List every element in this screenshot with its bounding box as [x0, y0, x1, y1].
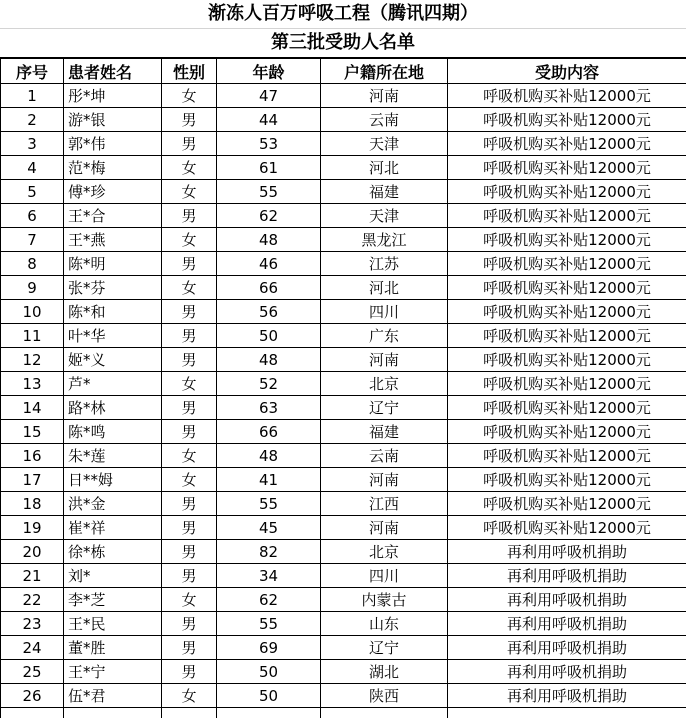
cell-residence: 广东	[321, 324, 448, 348]
table-row	[1, 372, 686, 396]
cell-index: 24	[1, 636, 64, 660]
cell-patient-name: 芦*	[64, 372, 162, 396]
cell-index: 16	[1, 444, 64, 468]
cell-aid-content: 呼吸机购买补贴12000元	[448, 468, 686, 492]
cell-patient-name: 路*林	[64, 396, 162, 420]
cell-aid-content: 呼吸机购买补贴12000元	[448, 396, 686, 420]
cell-age: 46	[217, 252, 321, 276]
cell-aid-content: 呼吸机购买补贴12000元	[448, 420, 686, 444]
cell-age: 55	[217, 492, 321, 516]
cell-patient-name: 董*胜	[64, 636, 162, 660]
cell-empty	[448, 708, 686, 718]
cell-empty	[1, 708, 64, 718]
cell-aid-content: 再利用呼吸机捐助	[448, 636, 686, 660]
table-row	[1, 252, 686, 276]
table-row	[1, 132, 686, 156]
cell-age: 62	[217, 204, 321, 228]
header-residence: 户籍所在地	[321, 59, 448, 84]
cell-residence: 福建	[321, 420, 448, 444]
cell-age: 55	[217, 612, 321, 636]
cell-aid-content: 再利用呼吸机捐助	[448, 612, 686, 636]
cell-aid-content: 再利用呼吸机捐助	[448, 540, 686, 564]
cell-age: 47	[217, 84, 321, 108]
cell-patient-name: 陈*明	[64, 252, 162, 276]
cell-index: 19	[1, 516, 64, 540]
cell-age: 50	[217, 660, 321, 684]
cell-gender: 男	[162, 252, 217, 276]
header-aid-content: 受助内容	[448, 59, 686, 84]
cell-residence: 北京	[321, 540, 448, 564]
document-title: 渐冻人百万呼吸工程（腾讯四期）	[0, 0, 686, 29]
cell-residence: 四川	[321, 564, 448, 588]
cell-gender: 男	[162, 612, 217, 636]
cell-residence: 天津	[321, 132, 448, 156]
table-row	[1, 324, 686, 348]
cell-residence: 河南	[321, 348, 448, 372]
table-row	[1, 564, 686, 588]
cell-gender: 女	[162, 444, 217, 468]
cell-patient-name: 陈*鸣	[64, 420, 162, 444]
header-age: 年龄	[217, 59, 321, 84]
table-row	[1, 348, 686, 372]
cell-gender: 女	[162, 468, 217, 492]
cell-gender: 男	[162, 540, 217, 564]
cell-empty	[162, 708, 217, 718]
table-row	[1, 300, 686, 324]
cell-residence: 内蒙古	[321, 588, 448, 612]
cell-aid-content: 呼吸机购买补贴12000元	[448, 204, 686, 228]
cell-residence: 四川	[321, 300, 448, 324]
table-row	[1, 588, 686, 612]
table-row	[1, 84, 686, 108]
cell-aid-content: 再利用呼吸机捐助	[448, 588, 686, 612]
cell-gender: 男	[162, 420, 217, 444]
cell-gender: 男	[162, 324, 217, 348]
cell-empty	[64, 708, 162, 718]
cell-index: 8	[1, 252, 64, 276]
table-row	[1, 228, 686, 252]
cell-patient-name: 王*民	[64, 612, 162, 636]
cell-gender: 男	[162, 516, 217, 540]
cell-gender: 男	[162, 204, 217, 228]
document-subtitle: 第三批受助人名单	[0, 29, 686, 58]
cell-age: 48	[217, 444, 321, 468]
cell-aid-content: 呼吸机购买补贴12000元	[448, 372, 686, 396]
table-body	[1, 84, 686, 718]
cell-residence: 河南	[321, 84, 448, 108]
recipients-table	[0, 58, 686, 718]
cell-residence: 北京	[321, 372, 448, 396]
table-row	[1, 396, 686, 420]
cell-patient-name: 崔*祥	[64, 516, 162, 540]
cell-aid-content: 呼吸机购买补贴12000元	[448, 492, 686, 516]
cell-index: 10	[1, 300, 64, 324]
cell-residence: 黑龙江	[321, 228, 448, 252]
cell-index: 5	[1, 180, 64, 204]
cell-index: 2	[1, 108, 64, 132]
cell-gender: 男	[162, 132, 217, 156]
cell-patient-name: 伍*君	[64, 684, 162, 708]
cell-patient-name: 姬*义	[64, 348, 162, 372]
cell-residence: 云南	[321, 108, 448, 132]
table-row	[1, 660, 686, 684]
table-row	[1, 612, 686, 636]
table-row	[1, 156, 686, 180]
cell-age: 56	[217, 300, 321, 324]
cell-age: 63	[217, 396, 321, 420]
cell-residence: 湖北	[321, 660, 448, 684]
cell-patient-name: 洪*金	[64, 492, 162, 516]
cell-age: 45	[217, 516, 321, 540]
cell-index: 1	[1, 84, 64, 108]
cell-patient-name: 陈*和	[64, 300, 162, 324]
cell-patient-name: 日**姆	[64, 468, 162, 492]
cell-index: 11	[1, 324, 64, 348]
cell-index: 4	[1, 156, 64, 180]
cell-residence: 辽宁	[321, 636, 448, 660]
cell-empty	[321, 708, 448, 718]
cell-age: 62	[217, 588, 321, 612]
cell-patient-name: 郭*伟	[64, 132, 162, 156]
table-row	[1, 684, 686, 708]
cell-index: 17	[1, 468, 64, 492]
cell-gender: 女	[162, 228, 217, 252]
cell-index: 12	[1, 348, 64, 372]
cell-patient-name: 刘*	[64, 564, 162, 588]
cell-age: 48	[217, 228, 321, 252]
cell-aid-content: 呼吸机购买补贴12000元	[448, 180, 686, 204]
cell-index: 15	[1, 420, 64, 444]
cell-index: 7	[1, 228, 64, 252]
cell-aid-content: 呼吸机购买补贴12000元	[448, 324, 686, 348]
cell-aid-content: 呼吸机购买补贴12000元	[448, 252, 686, 276]
cell-aid-content: 呼吸机购买补贴12000元	[448, 84, 686, 108]
cell-aid-content: 再利用呼吸机捐助	[448, 684, 686, 708]
cell-age: 69	[217, 636, 321, 660]
cell-residence: 河北	[321, 276, 448, 300]
cell-index: 3	[1, 132, 64, 156]
header-row	[1, 59, 686, 84]
cell-patient-name: 徐*栋	[64, 540, 162, 564]
cell-age: 55	[217, 180, 321, 204]
cell-gender: 女	[162, 84, 217, 108]
header-patient-name: 患者姓名	[64, 59, 162, 84]
cell-aid-content: 呼吸机购买补贴12000元	[448, 276, 686, 300]
cell-index: 25	[1, 660, 64, 684]
table-row-partial	[1, 708, 686, 718]
cell-patient-name: 朱*莲	[64, 444, 162, 468]
cell-empty	[217, 708, 321, 718]
table-row	[1, 636, 686, 660]
cell-patient-name: 傅*珍	[64, 180, 162, 204]
cell-gender: 男	[162, 492, 217, 516]
cell-residence: 河南	[321, 516, 448, 540]
cell-index: 23	[1, 612, 64, 636]
cell-residence: 陕西	[321, 684, 448, 708]
cell-age: 50	[217, 684, 321, 708]
cell-patient-name: 游*银	[64, 108, 162, 132]
cell-patient-name: 叶*华	[64, 324, 162, 348]
cell-index: 9	[1, 276, 64, 300]
cell-age: 66	[217, 276, 321, 300]
cell-age: 34	[217, 564, 321, 588]
header-index: 序号	[1, 59, 64, 84]
cell-gender: 女	[162, 372, 217, 396]
cell-gender: 男	[162, 348, 217, 372]
cell-patient-name: 范*梅	[64, 156, 162, 180]
cell-index: 14	[1, 396, 64, 420]
table-row	[1, 492, 686, 516]
cell-patient-name: 彤*坤	[64, 84, 162, 108]
cell-gender: 女	[162, 588, 217, 612]
cell-index: 6	[1, 204, 64, 228]
cell-age: 82	[217, 540, 321, 564]
table-row	[1, 276, 686, 300]
cell-index: 21	[1, 564, 64, 588]
cell-gender: 女	[162, 684, 217, 708]
table-row	[1, 516, 686, 540]
cell-age: 66	[217, 420, 321, 444]
table-row	[1, 444, 686, 468]
cell-index: 26	[1, 684, 64, 708]
cell-patient-name: 王*燕	[64, 228, 162, 252]
cell-residence: 江苏	[321, 252, 448, 276]
cell-gender: 女	[162, 180, 217, 204]
cell-aid-content: 呼吸机购买补贴12000元	[448, 228, 686, 252]
cell-residence: 福建	[321, 180, 448, 204]
cell-patient-name: 李*芝	[64, 588, 162, 612]
cell-aid-content: 呼吸机购买补贴12000元	[448, 132, 686, 156]
cell-aid-content: 呼吸机购买补贴12000元	[448, 444, 686, 468]
cell-residence: 河南	[321, 468, 448, 492]
cell-aid-content: 呼吸机购买补贴12000元	[448, 516, 686, 540]
cell-gender: 女	[162, 276, 217, 300]
cell-patient-name: 张*芬	[64, 276, 162, 300]
table-row	[1, 540, 686, 564]
cell-age: 53	[217, 132, 321, 156]
cell-aid-content: 呼吸机购买补贴12000元	[448, 156, 686, 180]
table-row	[1, 468, 686, 492]
cell-index: 22	[1, 588, 64, 612]
cell-age: 44	[217, 108, 321, 132]
cell-gender: 男	[162, 564, 217, 588]
cell-aid-content: 呼吸机购买补贴12000元	[448, 348, 686, 372]
cell-age: 48	[217, 348, 321, 372]
cell-residence: 天津	[321, 204, 448, 228]
cell-aid-content: 呼吸机购买补贴12000元	[448, 108, 686, 132]
cell-patient-name: 王*宁	[64, 660, 162, 684]
cell-gender: 男	[162, 396, 217, 420]
cell-age: 61	[217, 156, 321, 180]
cell-gender: 男	[162, 108, 217, 132]
cell-gender: 男	[162, 660, 217, 684]
cell-gender: 男	[162, 636, 217, 660]
cell-patient-name: 王*合	[64, 204, 162, 228]
cell-index: 13	[1, 372, 64, 396]
table-row	[1, 204, 686, 228]
cell-aid-content: 再利用呼吸机捐助	[448, 564, 686, 588]
cell-age: 52	[217, 372, 321, 396]
cell-index: 20	[1, 540, 64, 564]
cell-residence: 山东	[321, 612, 448, 636]
table-row	[1, 420, 686, 444]
table-row	[1, 108, 686, 132]
header-gender: 性别	[162, 59, 217, 84]
cell-residence: 云南	[321, 444, 448, 468]
table-row	[1, 180, 686, 204]
cell-gender: 女	[162, 156, 217, 180]
cell-aid-content: 呼吸机购买补贴12000元	[448, 300, 686, 324]
cell-age: 41	[217, 468, 321, 492]
cell-residence: 江西	[321, 492, 448, 516]
cell-gender: 男	[162, 300, 217, 324]
cell-residence: 河北	[321, 156, 448, 180]
cell-residence: 辽宁	[321, 396, 448, 420]
cell-aid-content: 再利用呼吸机捐助	[448, 660, 686, 684]
cell-age: 50	[217, 324, 321, 348]
cell-index: 18	[1, 492, 64, 516]
